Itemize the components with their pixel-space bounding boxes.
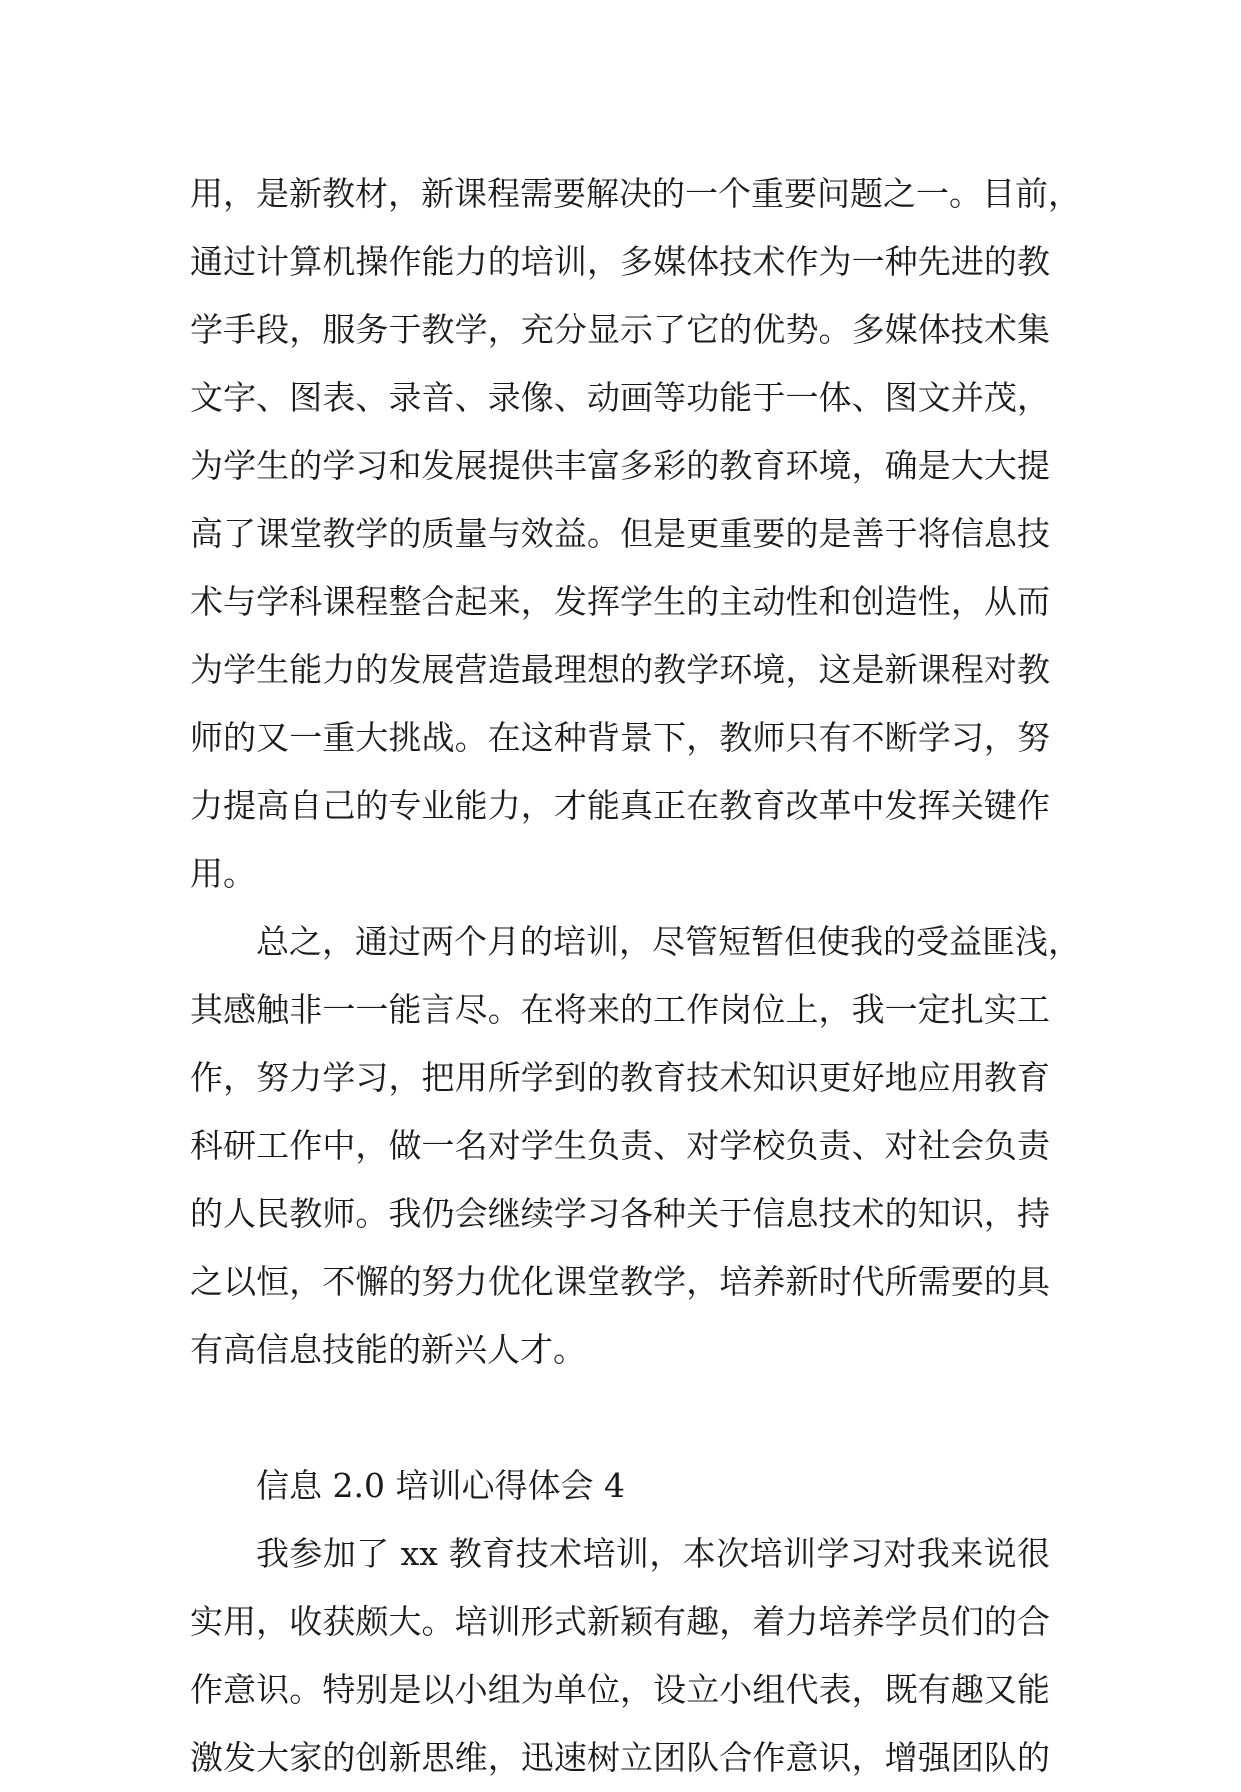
text-line: 之以恒，不懈的努力优化课堂教学，培养新时代所需要的具 xyxy=(190,1262,1050,1301)
text-line: 其感触非一一能言尽。在将来的工作岗位上，我一定扎实工 xyxy=(190,990,1050,1029)
text-line: 为学生的学习和发展提供丰富多彩的教育环境，确是大大提 xyxy=(190,446,1050,485)
document-body xyxy=(190,160,1081,1792)
text-line: 用，是新教材，新课程需要解决的一个重要问题之一。目前， xyxy=(190,174,1081,213)
text-line: 通过计算机操作能力的培训，多媒体技术作为一种先进的教 xyxy=(190,242,1050,281)
text-line: 为学生能力的发展营造最理想的教学环境，这是新课程对教 xyxy=(190,650,1050,689)
text-line: 有高信息技能的新兴人才。 xyxy=(190,1330,586,1369)
paragraph-summary xyxy=(190,908,1081,1384)
paragraph-section-4 xyxy=(190,1520,1050,1792)
text-line: 实用，收获颇大。培训形式新颖有趣，着力培养学员们的合 xyxy=(190,1602,1050,1641)
text-line: 作，努力学习，把用所学到的教育技术知识更好地应用教育 xyxy=(190,1058,1050,1097)
text-line: 力提高自己的专业能力，才能真正在教育改革中发挥关键作 xyxy=(190,786,1050,825)
text-line: 学手段，服务于教学，充分显示了它的优势。多媒体技术集 xyxy=(190,310,1050,349)
blank-line xyxy=(190,1384,1050,1452)
text-line: 高了课堂教学的质量与效益。但是更重要的是善于将信息技 xyxy=(190,514,1050,553)
text-line: 师的又一重大挑战。在这种背景下，教师只有不断学习，努 xyxy=(190,718,1050,757)
text-line: 科研工作中，做一名对学生负责、对学校负责、对社会负责 xyxy=(190,1126,1050,1165)
text-line: 文字、图表、录音、录像、动画等功能于一体、图文并茂， xyxy=(190,378,1050,417)
text-line: 作意识。特别是以小组为单位，设立小组代表，既有趣又能 xyxy=(190,1670,1050,1709)
text-line: 激发大家的创新思维，迅速树立团队合作意识，增强团队的 xyxy=(190,1738,1050,1777)
text-line: 我参加了 xx 教育技术培训，本次培训学习对我来说很 xyxy=(256,1534,1050,1573)
text-line: 的人民教师。我仍会继续学习各种关于信息技术的知识，持 xyxy=(190,1194,1050,1233)
text-line: 用。 xyxy=(190,854,256,893)
section-heading: 信息 2.0 培训心得体会 4 xyxy=(256,1466,625,1505)
text-line: 术与学科课程整合起来，发挥学生的主动性和创造性，从而 xyxy=(190,582,1050,621)
paragraph-continuation xyxy=(190,160,1081,908)
text-line: 总之，通过两个月的培训，尽管短暂但使我的受益匪浅， xyxy=(256,922,1081,961)
